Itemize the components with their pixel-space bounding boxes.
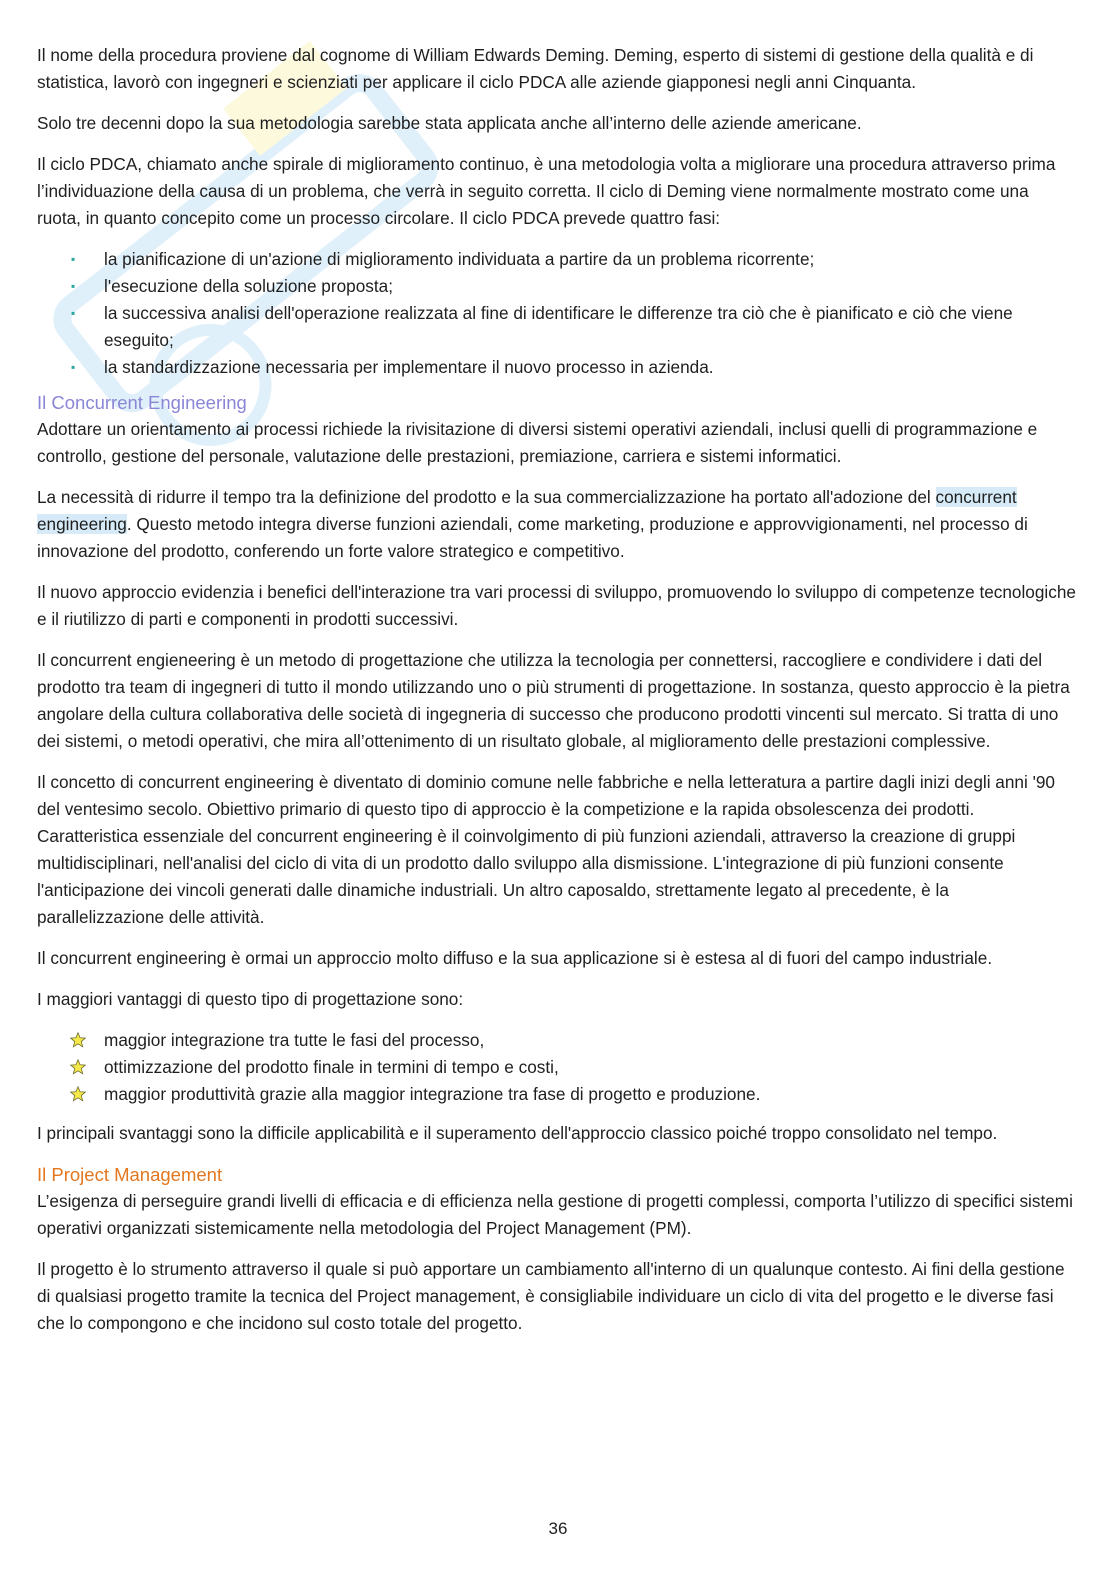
paragraph: Il nome della procedura proviene dal cognome di William Edwards Deming. Deming, esperto di sistemi di gestione della qualità e di statistica, lavorò con ingegneri e scienziati per applicare il ciclo PDCA alle aziende giapponesi negli anni Cinquanta.: [37, 45, 1034, 92]
list-item: [37, 1081, 1077, 1108]
paragraph: I principali svantaggi sono la difficile applicabilità e il superamento dell'approccio classico poiché troppo consolidato nel tempo.: [37, 1123, 998, 1143]
list-item-text: la successiva analisi dell'operazione realizzata al fine di identificare le differenze tra ciò che è pianificato e ciò che viene eseguito;: [104, 303, 1013, 350]
paragraph: Solo tre decenni dopo la sua metodologia sarebbe stata applicata anche all’interno delle aziende americane.: [37, 113, 862, 133]
list-item-text: l'esecuzione della soluzione proposta;: [104, 276, 393, 296]
section-heading-project-management: Il Project Management: [37, 1164, 223, 1185]
square-bullet-icon: ▪: [71, 252, 76, 266]
list-item-text: la standardizzazione necessaria per implementare il nuovo processo in azienda.: [104, 357, 714, 377]
paragraph: Il concurrent engieneering è un metodo di progettazione che utilizza la tecnologia per connettersi, raccogliere e condividere i dati del prodotto tra team di ingegneri di tutto il mondo utilizzando uno o più strumenti di progettazione. In sostanza, questo approccio è la pietra angolare della cultura collaborativa delle società di ingegneria di successo che producono prodotti vincenti sul mercato. Si tratta di uno dei sistemi, o metodi operativi, che mira all’ottenimento di un risultato globale, al miglioramento delle prestazioni complessive.: [37, 650, 1070, 751]
list-item-text: maggior integrazione tra tutte le fasi del processo,: [104, 1030, 485, 1050]
list-item-text: maggior produttività grazie alla maggior integrazione tra fase di progetto e produzione.: [104, 1084, 761, 1104]
paragraph-text: . Questo metodo integra diverse funzioni aziendali, come marketing, produzione e approvvigionamenti, nel processo di innovazione del prodotto, conferendo un forte valore strategico e competitivo.: [37, 514, 1028, 561]
list-item: [37, 300, 1077, 354]
paragraph: Il nuovo approccio evidenzia i benefici dell'interazione tra vari processi di sviluppo, promuovendo lo sviluppo di competenze tecnologiche e il riutilizzo di parti e componenti in prodotti successivi.: [37, 582, 1076, 629]
list-item: [37, 354, 1077, 381]
page-number: 36: [548, 1519, 568, 1538]
paragraph-text: La necessità di ridurre il tempo tra la definizione del prodotto e la sua commercializzazione ha portato all'adozione del: [37, 487, 936, 507]
paragraph: Il concurrent engineering è ormai un approccio molto diffuso e la sua applicazione si è estesa al di fuori del campo industriale.: [37, 948, 993, 968]
star-icon: [70, 1032, 86, 1048]
star-icon: [70, 1059, 86, 1075]
list-item: [37, 246, 1077, 273]
paragraph: Il concetto di concurrent engineering è diventato di dominio comune nelle fabbriche e nella letteratura a partire dagli inizi degli anni '90 del ventesimo secolo. Obiettivo primario di questo tipo di approccio è la competizione e la rapida obsolescenza dei prodotti. Caratteristica essenziale del concurrent engineering è il coinvolgimento di più funzioni aziendali, attraverso la creazione di gruppi multidisciplinari, nell'analisi del ciclo di vita di un prodotto dallo sviluppo alla dismissione. L'integrazione di più funzioni consente l'anticipazione dei vincoli generati dalle dinamiche industriali. Un altro caposaldo, strettamente legato al precedente, è la parallelizzazione delle attività.: [37, 772, 1055, 927]
list-item-text: ottimizzazione del prodotto finale in termini di tempo e costi,: [104, 1057, 559, 1077]
paragraph: I maggiori vantaggi di questo tipo di progettazione sono:: [37, 989, 464, 1009]
paragraph: Il progetto è lo strumento attraverso il quale si può apportare un cambiamento all'interno di un qualunque contesto. Ai fini della gestione di qualsiasi progetto tramite la tecnica del Project management, è consigliabile individuare un ciclo di vita del progetto e le diverse fasi che lo compongono e che incidono sul costo totale del progetto.: [37, 1259, 1065, 1333]
paragraph: Adottare un orientamento ai processi richiede la rivisitazione di diversi sistemi operativi aziendali, inclusi quelli di programmazione e controllo, gestione del personale, valutazione delle prestazioni, premiazione, carriera e sistemi informatici.: [37, 419, 1038, 466]
star-icon: [70, 1086, 86, 1102]
list-item: [37, 273, 1077, 300]
square-bullet-icon: ▪: [71, 360, 76, 374]
document-page: [37, 42, 1077, 1351]
advantages-list: [37, 1027, 1077, 1108]
paragraph: Il ciclo PDCA, chiamato anche spirale di miglioramento continuo, è una metodologia volta a migliorare una procedura attraverso prima l’individuazione della causa di un problema, che verrà in seguito corretta. Il ciclo di Deming viene normalmente mostrato come una ruota, in quanto concepito come un processo circolare. Il ciclo PDCA prevede quattro fasi:: [37, 154, 1056, 228]
highlighted-term: concurrent engineering: [37, 487, 1017, 534]
square-bullet-icon: ▪: [71, 306, 76, 320]
list-item: [37, 1054, 1077, 1081]
section-heading-concurrent-engineering: Il Concurrent Engineering: [37, 392, 247, 413]
list-item-text: la pianificazione di un'azione di miglioramento individuata a partire da un problema ricorrente;: [104, 249, 815, 269]
list-item: [37, 1027, 1077, 1054]
paragraph: [37, 484, 1077, 565]
pdca-phase-list: [37, 246, 1077, 381]
paragraph: L’esigenza di perseguire grandi livelli di efficacia e di efficienza nella gestione di progetti complessi, comporta l’utilizzo di specifici sistemi operativi organizzati sistemicamente nella metodologia del Project Management (PM).: [37, 1191, 1073, 1238]
square-bullet-icon: ▪: [71, 279, 76, 293]
